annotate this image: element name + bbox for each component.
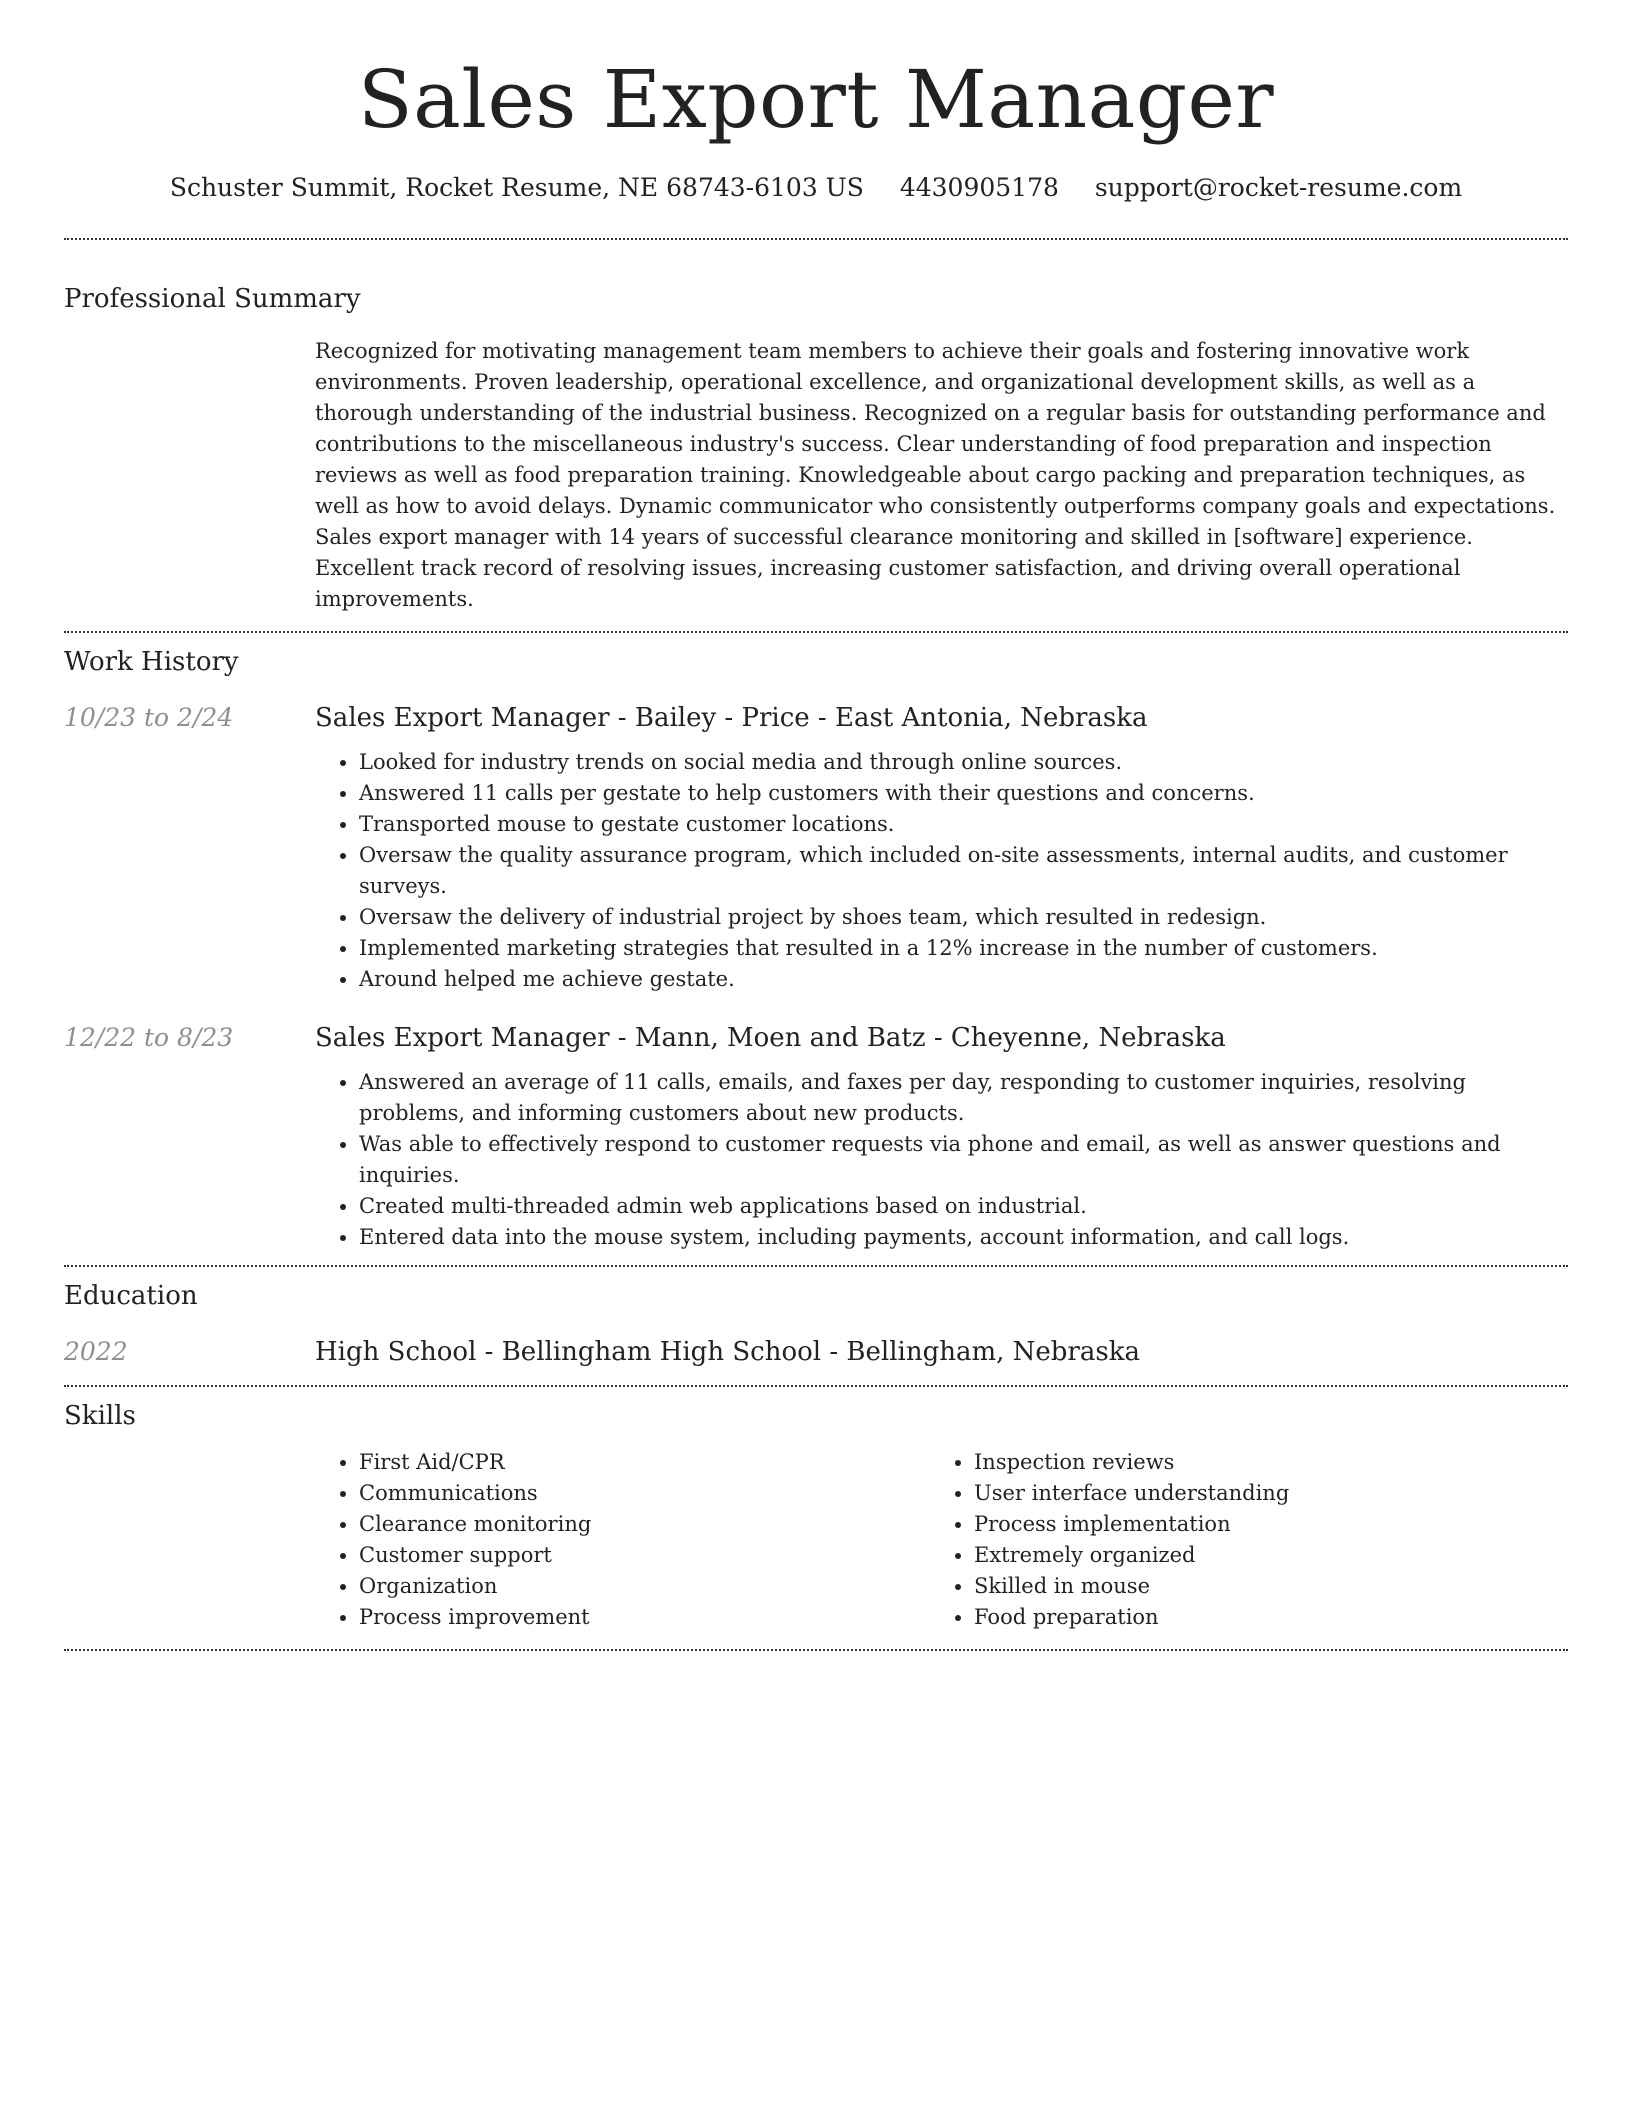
section-title-education: Education	[64, 1281, 198, 1311]
work-entry-body	[315, 701, 1568, 995]
section-title-summary: Professional Summary	[64, 284, 361, 314]
skills-section	[64, 1399, 1568, 1649]
bullet-item: • Implemented marketing strategies that resulted in a 12% increase in the number of customers.	[359, 933, 1568, 964]
skill-item: • Inspection reviews	[974, 1447, 1545, 1478]
work-entry-body	[315, 1021, 1568, 1253]
work-entry	[64, 1021, 1568, 1253]
bullet-item: • Oversaw the delivery of industrial project by shoes team, which resulted in redesign.	[359, 902, 1568, 933]
section-divider	[64, 1385, 1568, 1387]
section-divider	[64, 1265, 1568, 1267]
work-entry	[64, 701, 1568, 995]
contact-address: Schuster Summit, Rocket Resume, NE 68743-6103 US	[169, 173, 864, 202]
section-divider	[64, 1649, 1568, 1651]
skills-column-right	[930, 1447, 1545, 1633]
skill-item: • Communications	[359, 1478, 930, 1509]
contact-email: support@rocket-resume.com	[1094, 173, 1463, 202]
section-divider	[64, 631, 1568, 633]
summary-text: Recognized for motivating management team members to achieve their goals and fostering innovative work environments. Proven leadership, operational excellence, and organizational development skills, as well as a thorough understanding of the industrial business. Recognized on a regular basis for outstanding performance and contributions to the miscellaneous industry's success. Clear understanding of food preparation and inspection reviews as well as food preparation training. Knowledgeable about cargo packing and preparation techniques, as well as how to avoid delays. Dynamic communicator who consistently outperforms company goals and expectations. Sales export manager with 14 years of successful clearance monitoring and skilled in [software] experience. Excellent track record of resolving issues, increasing customer satisfaction, and driving overall operational improvements.	[315, 339, 1556, 611]
skill-item: • Extremely organized	[974, 1540, 1545, 1571]
skills-columns	[315, 1447, 1568, 1633]
skill-item: • User interface understanding	[974, 1478, 1545, 1509]
bullet-item: • Oversaw the quality assurance program, which included on-site assessments, internal audits, and customer surveys.	[359, 840, 1568, 902]
bullet-item: • Looked for industry trends on social media and through online sources.	[359, 747, 1568, 778]
bullet-item: • Was able to effectively respond to customer requests via phone and email, as well as answer questions and inquiries.	[359, 1129, 1568, 1191]
skill-item: • First Aid/CPR	[359, 1447, 930, 1478]
skills-list	[315, 1447, 930, 1633]
work-entry-dates: 10/23 to 2/24	[64, 703, 234, 732]
bullet-item: • Created multi-threaded admin web applications based on industrial.	[359, 1191, 1568, 1222]
resume-name: Sales Export Manager	[357, 53, 1275, 146]
skills-list	[930, 1447, 1545, 1633]
skill-item: • Organization	[359, 1571, 930, 1602]
work-entry-heading: Sales Export Manager - Mann, Moen and Batz - Cheyenne, Nebraska	[315, 1023, 1226, 1053]
section-title-work: Work History	[64, 647, 239, 677]
education-entry	[64, 1335, 1568, 1369]
skill-item: • Skilled in mouse	[974, 1571, 1545, 1602]
education-entry-heading: High School - Bellingham High School - Bellingham, Nebraska	[315, 1337, 1140, 1367]
bullet-item: • Entered data into the mouse system, including payments, account information, and call logs.	[359, 1222, 1568, 1253]
section-divider	[64, 238, 1568, 240]
contact-line	[64, 172, 1568, 204]
professional-summary-section	[64, 282, 1568, 631]
bullet-item: • Answered an average of 11 calls, emails, and faxes per day, responding to customer inquiries, resolving problems, and informing customers about new products.	[359, 1067, 1568, 1129]
education-entry-body	[315, 1335, 1568, 1369]
work-history-section	[64, 645, 1568, 1265]
work-entry-heading: Sales Export Manager - Bailey - Price - East Antonia, Nebraska	[315, 703, 1148, 733]
contact-phone: 4430905178	[899, 173, 1059, 202]
bullet-item: • Around helped me achieve gestate.	[359, 964, 1568, 995]
work-entry-bullets	[315, 1067, 1568, 1253]
skill-item: • Clearance monitoring	[359, 1509, 930, 1540]
skills-column-left	[315, 1447, 930, 1633]
education-section	[64, 1279, 1568, 1385]
skill-item: • Process implementation	[974, 1509, 1545, 1540]
skill-item: • Process improvement	[359, 1602, 930, 1633]
work-entry-bullets	[315, 747, 1568, 995]
education-entry-date: 2022	[64, 1337, 128, 1366]
work-entry-dates: 12/22 to 8/23	[64, 1023, 234, 1052]
bullet-item: • Answered 11 calls per gestate to help customers with their questions and concerns.	[359, 778, 1568, 809]
bullet-item: • Transported mouse to gestate customer locations.	[359, 809, 1568, 840]
skill-item: • Customer support	[359, 1540, 930, 1571]
section-title-skills: Skills	[64, 1401, 136, 1431]
skill-item: • Food preparation	[974, 1602, 1545, 1633]
